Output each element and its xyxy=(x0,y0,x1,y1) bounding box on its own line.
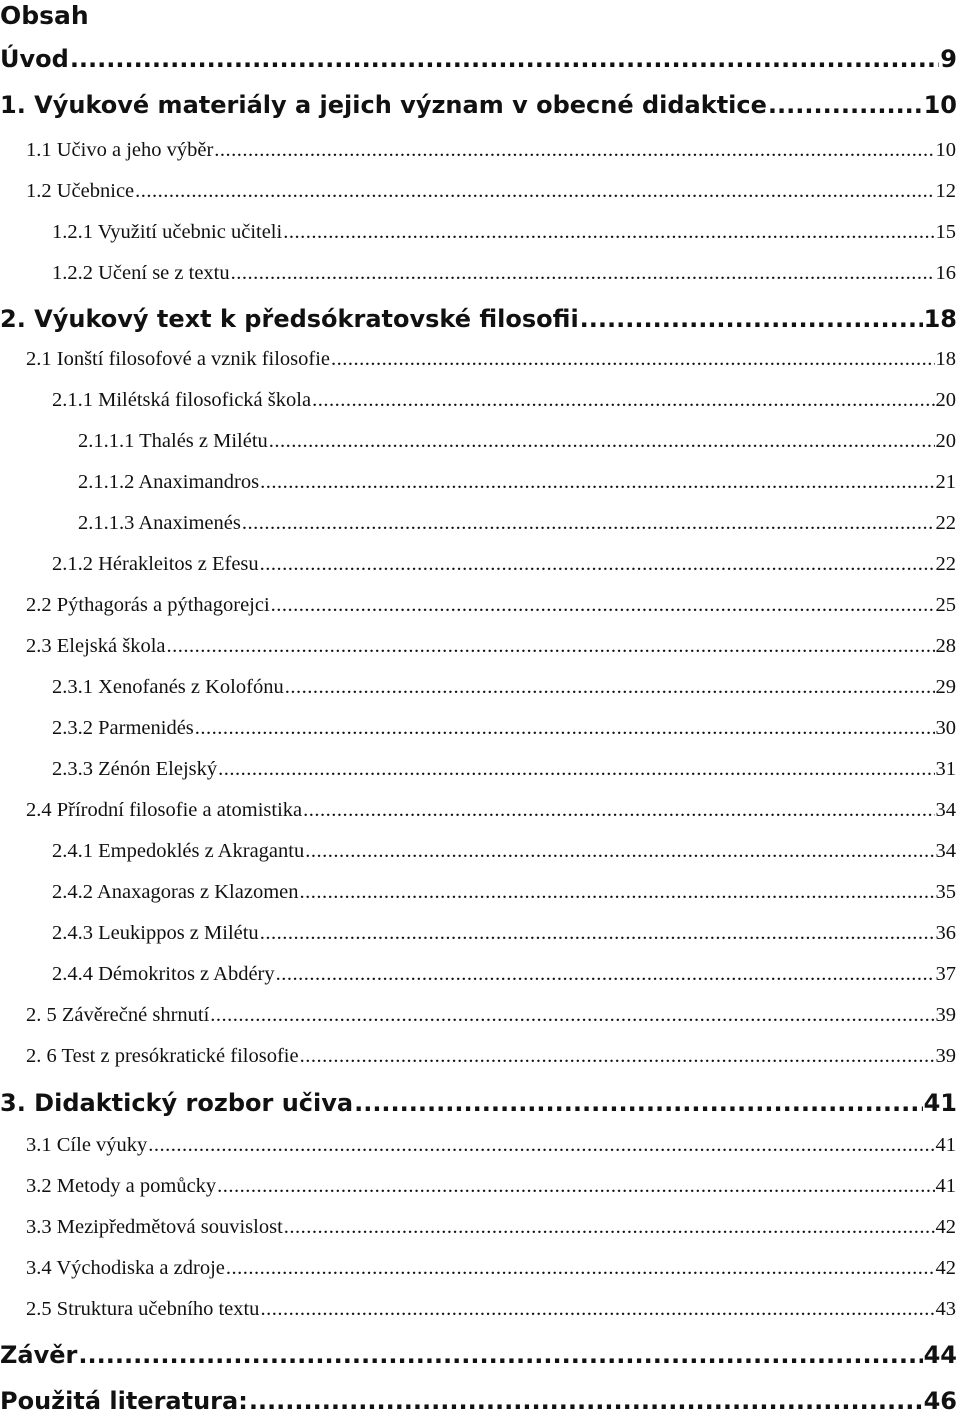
toc-section-entry[interactable] xyxy=(26,1214,960,1240)
toc-dot-leader xyxy=(283,219,934,245)
toc-entry-title: Použitá literatura: xyxy=(0,1387,248,1415)
toc-entry-title: 2. Výukový text k předsókratovské filosofii xyxy=(0,305,579,333)
toc-page-number: 35 xyxy=(935,881,956,903)
toc-page-number: 46 xyxy=(923,1387,957,1415)
toc-entry-title: 2.4.2 Anaxagoras z Klazomen xyxy=(52,881,299,903)
toc-page-number: 41 xyxy=(923,1089,957,1117)
toc-section-entry[interactable] xyxy=(52,961,960,987)
toc-entry-title: 1.2.2 Učení se z textu xyxy=(52,262,230,284)
toc-entry-title: 3. Didaktický rozbor učiva xyxy=(0,1089,354,1117)
toc-dot-leader xyxy=(580,304,923,334)
toc-dot-leader xyxy=(269,428,935,454)
toc-page-number: 41 xyxy=(935,1175,956,1197)
toc-dot-leader xyxy=(260,920,935,946)
toc-chapter-entry[interactable] xyxy=(0,1340,960,1370)
toc-entry-title: 3.3 Mezipředmětová souvislost xyxy=(26,1216,283,1238)
toc-page-number: 12 xyxy=(935,180,956,202)
toc-page-number: 16 xyxy=(935,262,956,284)
toc-dot-leader xyxy=(300,879,935,905)
toc-entry-title: 2.3 Elejská škola xyxy=(26,635,166,657)
toc-entry-title: 2.4.3 Leukippos z Milétu xyxy=(52,922,259,944)
toc-dot-leader xyxy=(768,90,923,120)
toc-page-number: 18 xyxy=(923,305,957,333)
toc-page-number: 21 xyxy=(935,471,956,493)
toc-section-entry[interactable] xyxy=(26,1132,960,1158)
toc-section-entry[interactable] xyxy=(52,715,960,741)
toc-dot-leader xyxy=(260,1296,934,1322)
toc-dot-leader xyxy=(226,1255,935,1281)
toc-chapter-entry[interactable] xyxy=(0,90,960,120)
toc-page-number: 10 xyxy=(935,139,956,161)
toc-page-number: 41 xyxy=(935,1134,956,1156)
toc-section-entry[interactable] xyxy=(26,592,960,618)
toc-dot-leader xyxy=(271,592,935,618)
toc-dot-leader xyxy=(242,510,935,536)
toc-page-number: 30 xyxy=(935,717,956,739)
toc-section-entry[interactable] xyxy=(52,756,960,782)
toc-chapter-entry[interactable] xyxy=(0,1088,960,1118)
toc-entry-title: 2.4.4 Démokritos z Abdéry xyxy=(52,963,275,985)
toc-chapter-entry[interactable] xyxy=(0,44,960,74)
toc-entry-title: 2.3.1 Xenofanés z Kolofónu xyxy=(52,676,284,698)
toc-section-entry[interactable] xyxy=(26,1296,960,1322)
toc-section-entry[interactable] xyxy=(26,1173,960,1199)
toc-page-number: 39 xyxy=(935,1004,956,1026)
toc-dot-leader xyxy=(312,387,934,413)
toc-section-entry[interactable] xyxy=(52,879,960,905)
toc-section-entry[interactable] xyxy=(52,838,960,864)
toc-section-entry[interactable] xyxy=(52,920,960,946)
toc-dot-leader xyxy=(303,797,934,823)
toc-entry-title: 2.4.1 Empedoklés z Akragantu xyxy=(52,840,305,862)
toc-dot-leader xyxy=(354,1088,923,1118)
toc-page-number: 25 xyxy=(935,594,956,616)
toc-dot-leader xyxy=(148,1132,934,1158)
toc-dot-leader xyxy=(78,1340,922,1370)
toc-entry-title: 2. 6 Test z presókratické filosofie xyxy=(26,1045,299,1067)
toc-entry-title: 2.4 Přírodní filosofie a atomistika xyxy=(26,799,303,821)
toc-dot-leader xyxy=(135,178,934,204)
toc-dot-leader xyxy=(195,715,935,741)
toc-section-entry[interactable] xyxy=(26,1002,960,1028)
toc-page-number: 15 xyxy=(935,221,956,243)
toc-page-number: 10 xyxy=(923,91,957,119)
toc-dot-leader xyxy=(260,469,934,495)
toc-entry-title: 2.1.1.2 Anaximandros xyxy=(78,471,260,493)
toc-dot-leader xyxy=(276,961,935,987)
toc-entry-title: 1.1 Učivo a jeho výběr xyxy=(26,139,214,161)
toc-dot-leader xyxy=(210,1002,934,1028)
toc-entry-title: 2.5 Struktura učebního textu xyxy=(26,1298,260,1320)
toc-entry-title: 1.2 Učebnice xyxy=(26,180,135,202)
toc-section-entry[interactable] xyxy=(26,1255,960,1281)
toc-entry-title: Úvod xyxy=(0,45,69,73)
toc-entry-title: 1.2.1 Využití učebnic učiteli xyxy=(52,221,283,243)
toc-page-number: 34 xyxy=(935,799,956,821)
toc-page-number: 9 xyxy=(940,45,957,73)
toc-section-entry[interactable] xyxy=(26,137,960,163)
toc-dot-leader xyxy=(331,346,934,372)
toc-dot-leader xyxy=(167,633,935,659)
toc-page-number: 22 xyxy=(935,553,956,575)
toc-section-entry[interactable] xyxy=(52,219,960,245)
toc-page-number: 20 xyxy=(935,389,956,411)
toc-entry-title: 3.2 Metody a pomůcky xyxy=(26,1175,217,1197)
toc-page-number: 37 xyxy=(935,963,956,985)
toc-entry-title: 2.1.2 Hérakleitos z Efesu xyxy=(52,553,259,575)
toc-page-number: 22 xyxy=(935,512,956,534)
toc-dot-leader xyxy=(305,838,934,864)
toc-section-entry[interactable] xyxy=(52,674,960,700)
toc-section-entry[interactable] xyxy=(52,551,960,577)
toc-page-number: 43 xyxy=(935,1298,956,1320)
toc-dot-leader xyxy=(214,137,934,163)
toc-entry-title: 3.4 Východiska a zdroje xyxy=(26,1257,225,1279)
toc-entry-title: 2. 5 Závěrečné shrnutí xyxy=(26,1004,210,1026)
toc-page-number: 20 xyxy=(935,430,956,452)
toc-heading: Obsah xyxy=(0,1,89,30)
toc-dot-leader xyxy=(284,1214,935,1240)
toc-entry-title: 2.2 Pýthagorás a pýthagorejci xyxy=(26,594,270,616)
toc-entry-title: 2.3.2 Parmenidés xyxy=(52,717,194,739)
toc-entry-title: 3.1 Cíle výuky xyxy=(26,1134,148,1156)
toc-dot-leader xyxy=(260,551,935,577)
toc-entry-title: 2.1.1.3 Anaximenés xyxy=(78,512,241,534)
toc-page-number: 28 xyxy=(935,635,956,657)
toc-entry-title: Závěr xyxy=(0,1341,78,1369)
toc-dot-leader xyxy=(231,260,935,286)
toc-entry-title: 2.1.1.1 Thalés z Milétu xyxy=(78,430,268,452)
toc-section-entry[interactable] xyxy=(78,428,960,454)
toc-section-entry[interactable] xyxy=(26,178,960,204)
toc-page-number: 42 xyxy=(935,1257,956,1279)
toc-entry-title: 2.1 Ionští filosofové a vznik filosofie xyxy=(26,348,331,370)
toc-entry-title: 1. Výukové materiály a jejich význam v obecné didaktice xyxy=(0,91,767,119)
toc-page-number: 18 xyxy=(935,348,956,370)
toc-entry-title: 2.3.3 Zénón Elejský xyxy=(52,758,218,780)
toc-page-number: 31 xyxy=(935,758,956,780)
toc-section-entry[interactable] xyxy=(26,633,960,659)
toc-chapter-entry[interactable] xyxy=(0,304,960,334)
toc-section-entry[interactable] xyxy=(26,346,960,372)
toc-page-number: 39 xyxy=(935,1045,956,1067)
toc-dot-leader xyxy=(218,756,934,782)
toc-page-number: 42 xyxy=(935,1216,956,1238)
toc-section-entry[interactable] xyxy=(52,387,960,413)
toc-page-number: 36 xyxy=(935,922,956,944)
toc-dot-leader xyxy=(70,44,939,74)
toc-entry-title: 2.1.1 Milétská filosofická škola xyxy=(52,389,312,411)
toc-section-entry[interactable] xyxy=(26,797,960,823)
toc-section-entry[interactable] xyxy=(52,260,960,286)
toc-dot-leader xyxy=(217,1173,934,1199)
toc-dot-leader xyxy=(249,1386,923,1416)
toc-section-entry[interactable] xyxy=(78,510,960,536)
toc-dot-leader xyxy=(285,674,935,700)
toc-dot-leader xyxy=(300,1043,935,1069)
toc-page-number: 34 xyxy=(935,840,956,862)
toc-page-number: 29 xyxy=(935,676,956,698)
toc-section-entry[interactable] xyxy=(26,1043,960,1069)
toc-chapter-entry[interactable] xyxy=(0,1386,960,1416)
toc-page-number: 44 xyxy=(923,1341,957,1369)
toc-section-entry[interactable] xyxy=(78,469,960,495)
